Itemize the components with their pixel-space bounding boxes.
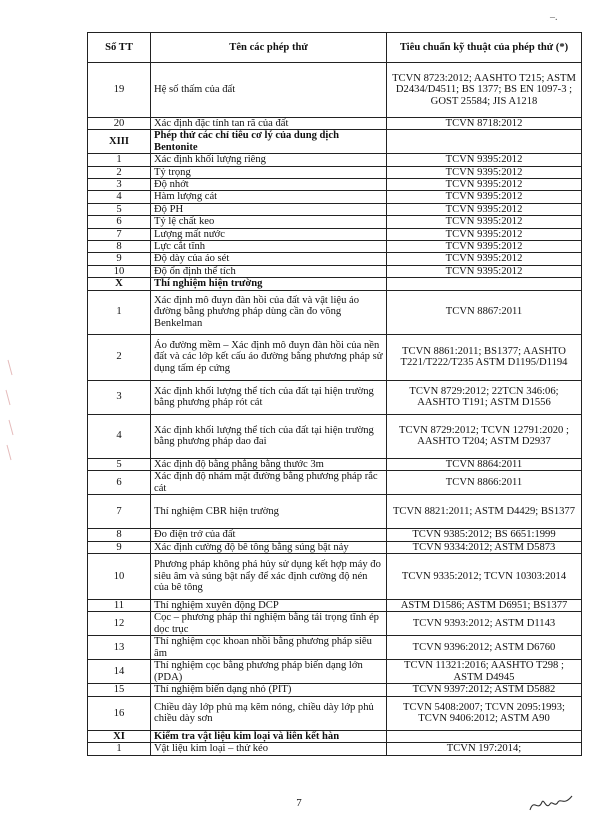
header-name: Tên các phép thử bbox=[151, 33, 387, 63]
section-row bbox=[88, 130, 582, 154]
cell-standard: TCVN 8723:2012; AASHTO T215; ASTM D2434/D4511; BS 1377; BS EN 1097-3 ; GOST 25584; JIS A1218 bbox=[387, 63, 582, 118]
table-row bbox=[88, 471, 582, 495]
cell-test-name: Xác định độ bằng phẳng bằng thước 3m bbox=[151, 458, 387, 470]
cell-stt: 3 bbox=[88, 380, 151, 414]
table-row bbox=[88, 290, 582, 334]
table-row bbox=[88, 166, 582, 178]
cell-test-name: Xác định cường độ bê tông bằng súng bật nảy bbox=[151, 541, 387, 553]
cell-test-name: Tỷ lệ chất keo bbox=[151, 216, 387, 228]
cell-standard: TCVN 9334:2012; ASTM D5873 bbox=[387, 541, 582, 553]
cell-test-name: Lượng mất nước bbox=[151, 228, 387, 240]
cell-test-name: Thí nghiệm hiện trường bbox=[151, 278, 387, 290]
cell-standard: TCVN 8718:2012 bbox=[387, 118, 582, 130]
cell-standard bbox=[387, 278, 582, 290]
table-row bbox=[88, 334, 582, 380]
cell-stt: 4 bbox=[88, 191, 151, 203]
cell-stt: 5 bbox=[88, 203, 151, 215]
cell-standard: ASTM D1586; ASTM D6951; BS1377 bbox=[387, 599, 582, 611]
cell-test-name: Phương pháp không phá hủy sử dụng kết hợp máy đo siêu âm và súng bật nẩy để xác định cường độ nén của bê tông bbox=[151, 553, 387, 599]
stamp-trace-icon bbox=[0, 350, 20, 470]
table-row bbox=[88, 743, 582, 755]
section-row bbox=[88, 730, 582, 742]
table-row bbox=[88, 553, 582, 599]
table-row bbox=[88, 241, 582, 253]
cell-standard: TCVN 9395:2012 bbox=[387, 179, 582, 191]
table-row bbox=[88, 154, 582, 166]
cell-stt: 16 bbox=[88, 696, 151, 730]
corner-mark: –. bbox=[550, 12, 558, 23]
cell-test-name: Lực cắt tĩnh bbox=[151, 241, 387, 253]
cell-stt: 6 bbox=[88, 471, 151, 495]
cell-test-name: Xác định độ nhám mặt đường bằng phương pháp rắc cát bbox=[151, 471, 387, 495]
table-row bbox=[88, 636, 582, 660]
table-row bbox=[88, 380, 582, 414]
cell-test-name: Hàm lượng cát bbox=[151, 191, 387, 203]
cell-standard: TCVN 5408:2007; TCVN 2095:1993; TCVN 9406:2012; ASTM A90 bbox=[387, 696, 582, 730]
cell-test-name: Xác định khối lượng thể tích của đất tại hiện trường bằng phương pháp dao đai bbox=[151, 414, 387, 458]
cell-stt: 10 bbox=[88, 265, 151, 277]
table-row bbox=[88, 660, 582, 684]
header-stt: Số TT bbox=[88, 33, 151, 63]
cell-test-name: Kiểm tra vật liệu kim loại và liên kết hàn bbox=[151, 730, 387, 742]
table-row bbox=[88, 179, 582, 191]
cell-standard: TCVN 9395:2012 bbox=[387, 154, 582, 166]
cell-stt: 19 bbox=[88, 63, 151, 118]
cell-test-name: Thí nghiệm cọc khoan nhồi bằng phương pháp siêu âm bbox=[151, 636, 387, 660]
table-row bbox=[88, 203, 582, 215]
cell-stt: 1 bbox=[88, 290, 151, 334]
cell-stt: 3 bbox=[88, 179, 151, 191]
cell-standard: TCVN 8867:2011 bbox=[387, 290, 582, 334]
table-row bbox=[88, 612, 582, 636]
cell-test-name: Xác định đặc tính tan rã của đất bbox=[151, 118, 387, 130]
cell-stt: 2 bbox=[88, 166, 151, 178]
cell-stt: 13 bbox=[88, 636, 151, 660]
cell-test-name: Xác định khối lượng thể tích của đất tại hiện trường bằng phương pháp rót cát bbox=[151, 380, 387, 414]
cell-standard bbox=[387, 730, 582, 742]
cell-stt: 8 bbox=[88, 529, 151, 541]
cell-test-name: Thí nghiệm CBR hiện trường bbox=[151, 495, 387, 529]
cell-standard: TCVN 9393:2012; ASTM D1143 bbox=[387, 612, 582, 636]
cell-standard: TCVN 9395:2012 bbox=[387, 203, 582, 215]
cell-test-name: Độ nhớt bbox=[151, 179, 387, 191]
cell-test-name: Cọc – phương pháp thí nghiệm bằng tải trọng tĩnh ép dọc trục bbox=[151, 612, 387, 636]
cell-stt: XIII bbox=[88, 130, 151, 154]
cell-standard: TCVN 8864:2011 bbox=[387, 458, 582, 470]
cell-test-name: Độ PH bbox=[151, 203, 387, 215]
cell-standard: TCVN 8729:2012; 22TCN 346:06; AASHTO T191; ASTM D1556 bbox=[387, 380, 582, 414]
cell-test-name: Áo đường mềm – Xác định mô đuyn đàn hồi của nền đất và các lớp kết cấu áo đường bằng phương pháp sử dụng tấm ép cứng bbox=[151, 334, 387, 380]
table-row bbox=[88, 265, 582, 277]
table-row bbox=[88, 529, 582, 541]
cell-test-name: Xác định mô đuyn đàn hồi của đất và vật liệu áo đường bằng phương pháp dùng cần đo võng Benkelman bbox=[151, 290, 387, 334]
cell-stt: 4 bbox=[88, 414, 151, 458]
cell-stt: 15 bbox=[88, 684, 151, 696]
test-standards-table bbox=[87, 32, 582, 756]
signature-icon bbox=[528, 790, 574, 816]
cell-test-name: Tỷ trọng bbox=[151, 166, 387, 178]
table-row bbox=[88, 253, 582, 265]
cell-stt: 6 bbox=[88, 216, 151, 228]
table-row bbox=[88, 495, 582, 529]
cell-standard: TCVN 9395:2012 bbox=[387, 166, 582, 178]
cell-standard: TCVN 8729:2012; TCVN 12791:2020 ; AASHTO T204; ASTM D2937 bbox=[387, 414, 582, 458]
cell-stt: 14 bbox=[88, 660, 151, 684]
cell-standard: TCVN 11321:2016; AASHTO T298 ; ASTM D4945 bbox=[387, 660, 582, 684]
cell-standard: TCVN 9395:2012 bbox=[387, 265, 582, 277]
cell-stt: 20 bbox=[88, 118, 151, 130]
cell-test-name: Phép thử các chỉ tiêu cơ lý của dung dịch Bentonite bbox=[151, 130, 387, 154]
cell-standard: TCVN 9395:2012 bbox=[387, 241, 582, 253]
table-row bbox=[88, 228, 582, 240]
cell-stt: 2 bbox=[88, 334, 151, 380]
cell-stt: 8 bbox=[88, 241, 151, 253]
table-row bbox=[88, 216, 582, 228]
cell-stt: 5 bbox=[88, 458, 151, 470]
cell-test-name: Vật liệu kim loại – thử kéo bbox=[151, 743, 387, 755]
table-row bbox=[88, 191, 582, 203]
table-header-row bbox=[88, 33, 582, 63]
cell-standard bbox=[387, 130, 582, 154]
cell-standard: TCVN 197:2014; bbox=[387, 743, 582, 755]
cell-stt: X bbox=[88, 278, 151, 290]
table-row bbox=[88, 458, 582, 470]
cell-stt: 7 bbox=[88, 228, 151, 240]
cell-stt: 1 bbox=[88, 154, 151, 166]
cell-test-name: Thí nghiệm cọc bằng phương pháp biến dạng lớn (PDA) bbox=[151, 660, 387, 684]
cell-test-name: Chiều dày lớp phủ mạ kẽm nóng, chiều dày lớp phủ chiều dày sơn bbox=[151, 696, 387, 730]
cell-standard: TCVN 9385:2012; BS 6651:1999 bbox=[387, 529, 582, 541]
cell-standard: TCVN 8866:2011 bbox=[387, 471, 582, 495]
cell-standard: TCVN 9395:2012 bbox=[387, 191, 582, 203]
cell-standard: TCVN 8861:2011; BS1377; AASHTO T221/T222/T235 ASTM D1195/D1194 bbox=[387, 334, 582, 380]
cell-test-name: Độ ổn định thể tích bbox=[151, 265, 387, 277]
cell-stt: XI bbox=[88, 730, 151, 742]
cell-standard: TCVN 9395:2012 bbox=[387, 216, 582, 228]
cell-stt: 10 bbox=[88, 553, 151, 599]
cell-test-name: Độ dày của áo sét bbox=[151, 253, 387, 265]
cell-standard: TCVN 9335:2012; TCVN 10303:2014 bbox=[387, 553, 582, 599]
cell-test-name: Hệ số thấm của đất bbox=[151, 63, 387, 118]
table-row bbox=[88, 63, 582, 118]
cell-standard: TCVN 9395:2012 bbox=[387, 253, 582, 265]
cell-test-name: Xác định khối lượng riêng bbox=[151, 154, 387, 166]
cell-stt: 11 bbox=[88, 599, 151, 611]
table-row bbox=[88, 118, 582, 130]
cell-stt: 1 bbox=[88, 743, 151, 755]
cell-standard: TCVN 9396:2012; ASTM D6760 bbox=[387, 636, 582, 660]
table-row bbox=[88, 541, 582, 553]
cell-standard: TCVN 9397:2012; ASTM D5882 bbox=[387, 684, 582, 696]
cell-test-name: Thí nghiệm xuyên động DCP bbox=[151, 599, 387, 611]
cell-test-name: Đo điện trở của đất bbox=[151, 529, 387, 541]
cell-stt: 12 bbox=[88, 612, 151, 636]
page-number: 7 bbox=[296, 797, 302, 809]
cell-stt: 9 bbox=[88, 541, 151, 553]
table-row bbox=[88, 684, 582, 696]
cell-stt: 7 bbox=[88, 495, 151, 529]
cell-standard: TCVN 9395:2012 bbox=[387, 228, 582, 240]
cell-stt: 9 bbox=[88, 253, 151, 265]
table-row bbox=[88, 414, 582, 458]
section-row bbox=[88, 278, 582, 290]
header-standard: Tiêu chuẩn kỹ thuật của phép thử (*) bbox=[387, 33, 582, 63]
cell-standard: TCVN 8821:2011; ASTM D4429; BS1377 bbox=[387, 495, 582, 529]
cell-test-name: Thí nghiệm biến dạng nhỏ (PIT) bbox=[151, 684, 387, 696]
table-row bbox=[88, 599, 582, 611]
table-row bbox=[88, 696, 582, 730]
